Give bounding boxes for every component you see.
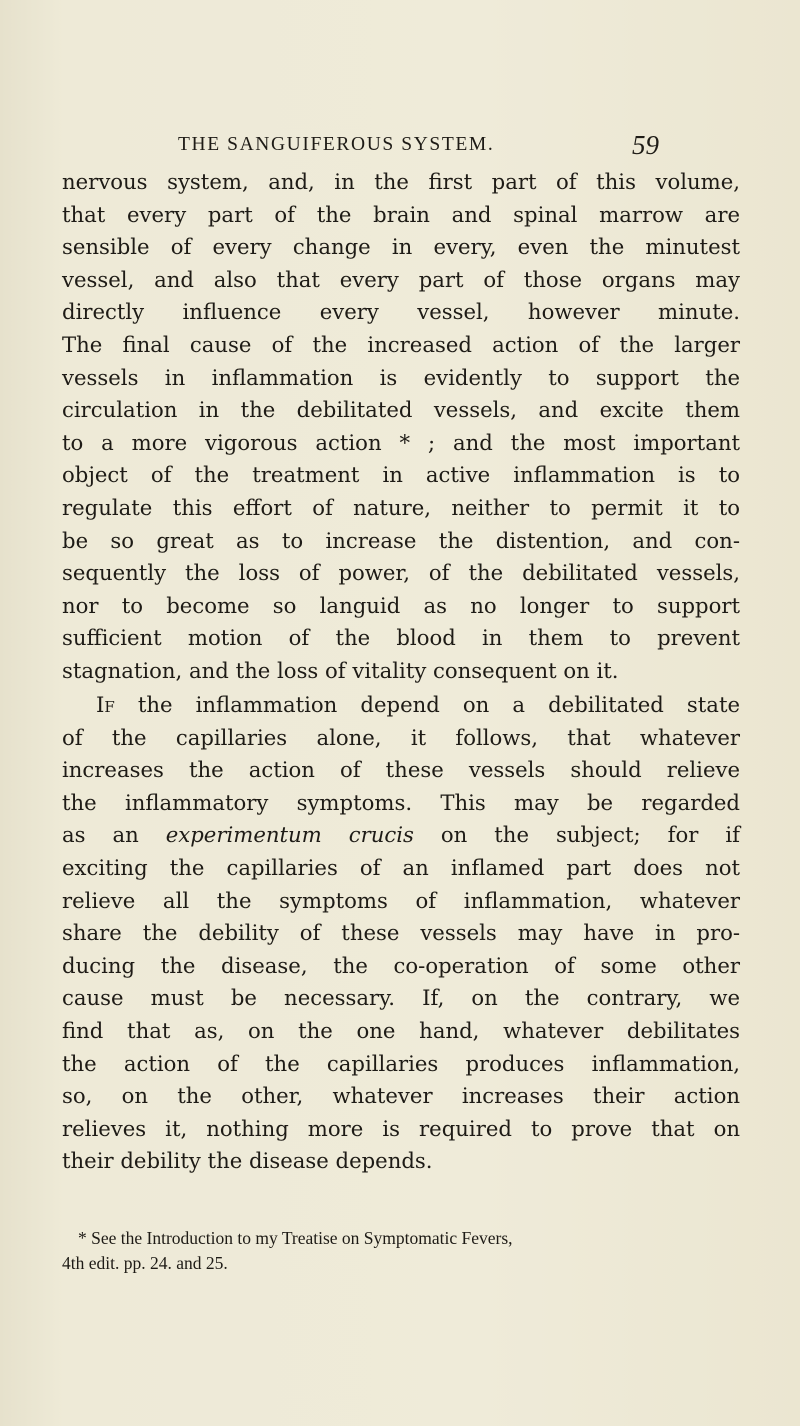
- text-line: circulation in the debilitated vessels, and excite them: [62, 397, 740, 423]
- text-line: to a more vigorous action * ; and the most important: [62, 429, 740, 455]
- text-line: nervous system, and, in the first part of this volume,: [62, 169, 740, 194]
- text-line: vessel, and also that every part of those organs may: [62, 266, 740, 292]
- text-line: cause must be necessary. If, on the contrary, we: [62, 985, 740, 1011]
- page-number: 59: [632, 130, 659, 160]
- text-line: ducing the disease, the co-operation of some other: [62, 952, 740, 978]
- text-line: vessels in inflammation is evidently to support the: [62, 364, 740, 390]
- text-line: object of the treatment in active inflammation is to: [62, 462, 740, 488]
- line-text: as an: [62, 822, 166, 848]
- text-line: sequently the loss of power, of the debilitated vessels,: [62, 560, 740, 586]
- text-line: regulate this effort of nature, neither to permit it to: [62, 494, 740, 520]
- text-line: so, on the other, whatever increases their action: [62, 1083, 740, 1109]
- paragraph-1: [62, 166, 740, 688]
- text-line: share the debility of these vessels may have in pro-: [62, 920, 740, 946]
- text-line: directly influence every vessel, however minute.: [62, 299, 740, 325]
- text-line: nor to become so languid as no longer to support: [62, 592, 740, 618]
- text-line: relieves it, nothing more is required to prove that on: [62, 1115, 740, 1141]
- text-line: exciting the capillaries of an inflamed part does not: [62, 854, 740, 880]
- text-line: [62, 819, 740, 852]
- text-line: their debility the disease depends.: [62, 1148, 433, 1174]
- latin-phrase: experimentum crucis: [165, 822, 414, 848]
- text-line: of the capillaries alone, it follows, that whatever: [62, 724, 740, 750]
- text-line: that every part of the brain and spinal marrow are: [62, 201, 740, 227]
- line-text: on the subject; for if: [413, 822, 740, 848]
- text-line: increases the action of these vessels should relieve: [62, 757, 740, 783]
- text-line: stagnation, and the loss of vitality consequent on it.: [62, 657, 619, 683]
- running-title: THE SANGUIFEROUS SYSTEM.: [178, 134, 495, 155]
- paragraph-2: [62, 689, 740, 1178]
- page-header: [0, 130, 800, 164]
- text-line: relieve all the symptoms of inflammation, whatever: [62, 887, 740, 913]
- line-text: the inflammation depend on a debilitated state: [114, 692, 740, 717]
- text-line: [62, 689, 740, 722]
- text-line: be so great as to increase the distention, and con-: [62, 527, 740, 553]
- text-line: sufficient motion of the blood in them to prevent: [62, 625, 740, 651]
- text-line: The final cause of the increased action of the larger: [62, 331, 740, 357]
- first-word: If: [96, 692, 115, 717]
- text-line: the inflammatory symptoms. This may be regarded: [62, 789, 740, 815]
- text-line: sensible of every change in every, even the minutest: [62, 234, 740, 260]
- footnote-line: * See the Introduction to my Treatise on Symptomatic Fevers,: [78, 1228, 513, 1248]
- text-line: the action of the capillaries produces inflammation,: [62, 1050, 740, 1076]
- footnote-line: 4th edit. pp. 24. and 25.: [62, 1253, 228, 1273]
- text-line: find that as, on the one hand, whatever debilitates: [62, 1017, 740, 1043]
- footnote: [62, 1226, 694, 1276]
